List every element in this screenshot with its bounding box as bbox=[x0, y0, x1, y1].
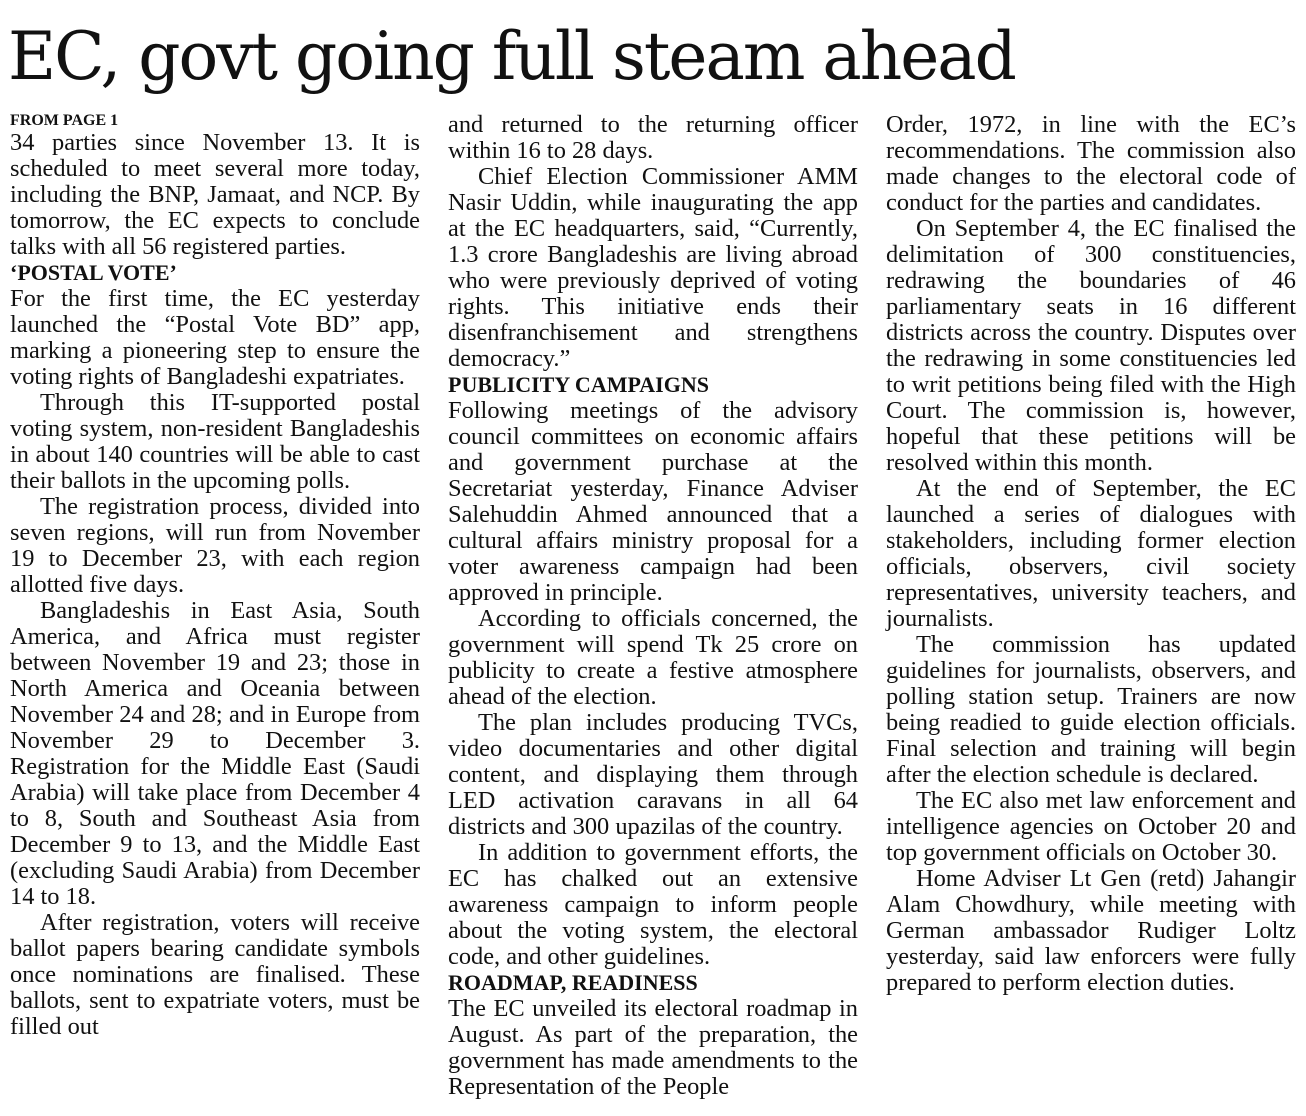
paragraph: The registration process, divided into seven regions, will run from November 19 to December 23, with each region allotted five days. bbox=[10, 493, 420, 598]
paragraph: The EC also met law enforcement and intelligence agencies on October 20 and top government officials on October 30. bbox=[886, 787, 1296, 866]
continuation-kicker: FROM PAGE 1 bbox=[10, 112, 119, 129]
paragraph: The EC unveiled its electoral roadmap in August. As part of the preparation, the government has made amendments to the Representation of the People bbox=[448, 995, 858, 1100]
headline: EC, govt going full steam ahead bbox=[8, 18, 1015, 95]
paragraph: For the first time, the EC yesterday launched the “Postal Vote BD” app, marking a pioneering step to ensure the voting rights of Bangladeshi expatriates. bbox=[10, 285, 420, 390]
article-column-1 bbox=[10, 112, 420, 1040]
paragraph: Chief Election Commissioner AMM Nasir Uddin, while inaugurating the app at the EC headquarters, said, “Currently, 1.3 crore Bangladeshis are living abroad who were previously deprived of voting rights. This initiative ends their disenfranchisement and strengthens democracy.” bbox=[448, 163, 858, 372]
paragraph: The commission has updated guidelines for journalists, observers, and polling station setup. Trainers are now being readied to guide election officials. Final selection and training will begin after the election schedule is declared. bbox=[886, 631, 1296, 788]
article-column-2 bbox=[448, 112, 858, 1100]
paragraph: The plan includes producing TVCs, video documentaries and other digital content, and displaying them through LED activation caravans in all 64 districts and 300 upazilas of the country. bbox=[448, 709, 858, 840]
paragraph: In addition to government efforts, the EC has chalked out an extensive awareness campaign to inform people about the voting system, the electoral code, and other guidelines. bbox=[448, 839, 858, 970]
paragraph: On September 4, the EC finalised the delimitation of 300 constituencies, redrawing the boundaries of 46 parliamentary seats in 16 different districts across the country. Disputes over the redrawing in some constituencies led to writ petitions being filed with the High Court. The commission is, however, hopeful that these petitions will be resolved within this month. bbox=[886, 215, 1296, 476]
section-heading-publicity: PUBLICITY CAMPAIGNS bbox=[448, 372, 709, 397]
section-heading-postal-vote: ‘POSTAL VOTE’ bbox=[10, 260, 177, 285]
paragraph: 34 parties since November 13. It is scheduled to meet several more today, including the BNP, Jamaat, and NCP. By tomorrow, the EC expects to conclude talks with all 56 registered parties. bbox=[10, 129, 420, 260]
paragraph: Bangladeshis in East Asia, South America, and Africa must register between November 19 and 23; those in North America and Oceania between November 24 and 28; and in Europe from November 29 to December 3. Registration for the Middle East (Saudi Arabia) will take place from December 4 to 8, South and Southeast Asia from December 9 to 13, and the Middle East (excluding Saudi Arabia) from December 14 to 18. bbox=[10, 597, 420, 910]
paragraph: According to officials concerned, the government will spend Tk 25 crore on publicity to create a festive atmosphere ahead of the election. bbox=[448, 605, 858, 710]
article-column-3 bbox=[886, 112, 1296, 996]
section-heading-roadmap: ROADMAP, READINESS bbox=[448, 970, 698, 995]
paragraph: and returned to the returning officer within 16 to 28 days. bbox=[448, 111, 858, 164]
paragraph: At the end of September, the EC launched a series of dialogues with stakeholders, including former election officials, observers, civil society representatives, university teachers, and journalists. bbox=[886, 475, 1296, 632]
paragraph: Order, 1972, in line with the EC’s recommendations. The commission also made changes to the electoral code of conduct for the parties and candidates. bbox=[886, 111, 1296, 216]
paragraph: Home Adviser Lt Gen (retd) Jahangir Alam Chowdhury, while meeting with German ambassador Rudiger Loltz yesterday, said law enforcers were fully prepared to perform election duties. bbox=[886, 865, 1296, 996]
paragraph: Following meetings of the advisory council committees on economic affairs and government purchase at the Secretariat yesterday, Finance Adviser Salehuddin Ahmed announced that a cultural affairs ministry proposal for a voter awareness campaign had been approved in principle. bbox=[448, 397, 858, 606]
paragraph: Through this IT-supported postal voting system, non-resident Bangladeshis in about 140 countries will be able to cast their ballots in the upcoming polls. bbox=[10, 389, 420, 494]
paragraph: After registration, voters will receive ballot papers bearing candidate symbols once nominations are finalised. These ballots, sent to expatriate voters, must be filled out bbox=[10, 909, 420, 1040]
